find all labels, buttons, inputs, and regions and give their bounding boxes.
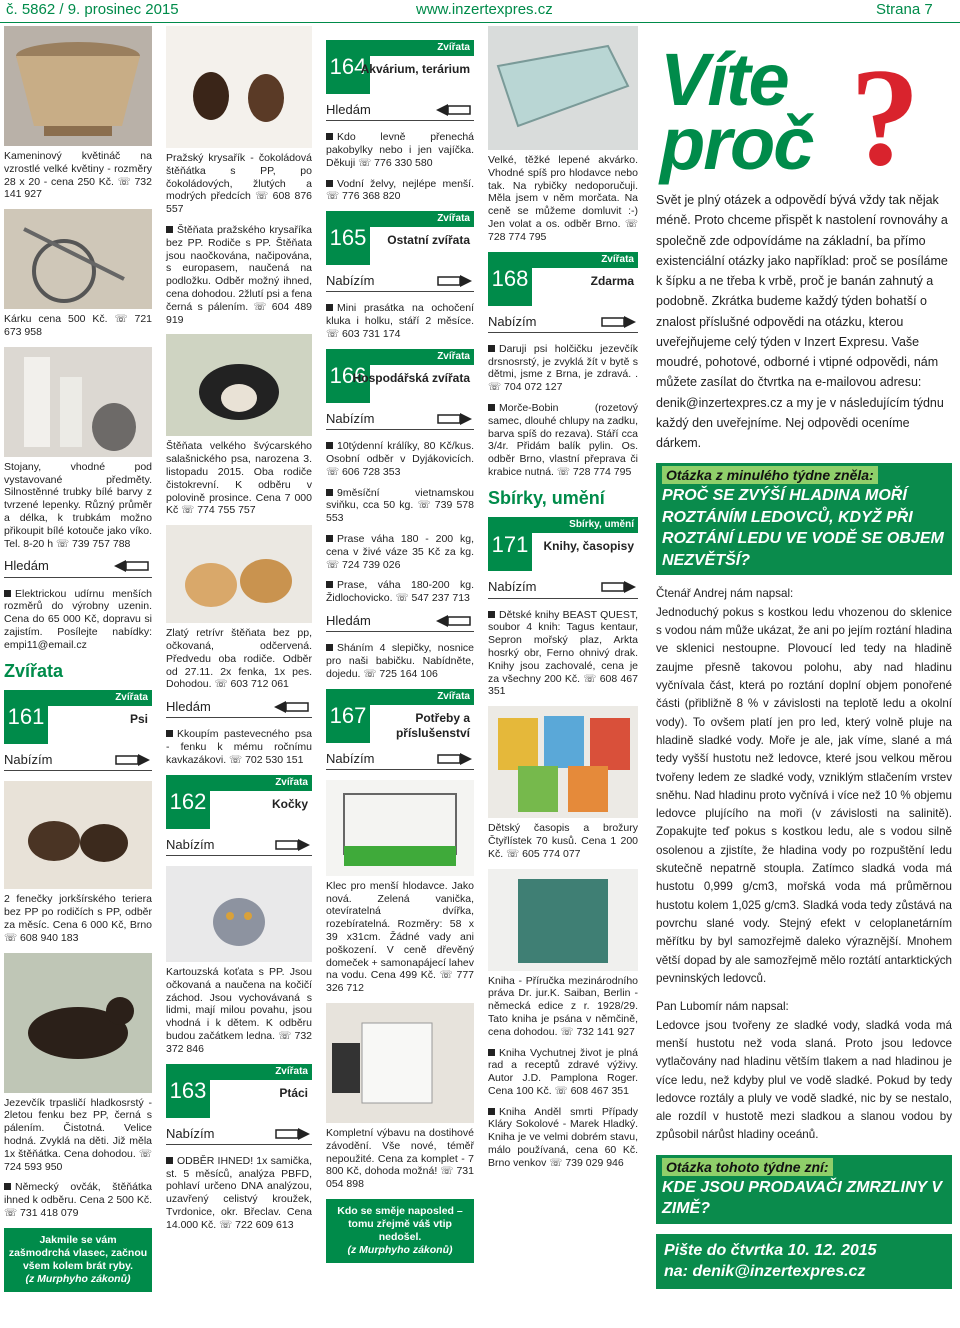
section-label: Hledám xyxy=(4,558,49,574)
question-mark-icon: ? xyxy=(850,40,920,195)
issue-number: č. 5862 / 9. prosinec 2015 xyxy=(6,1,179,18)
arrow-right-icon xyxy=(434,412,474,426)
section-nabizim xyxy=(488,314,638,333)
murphy-note xyxy=(326,1199,474,1264)
category-title: Kočky xyxy=(271,796,308,811)
ad-rabbits: 10týdenní králíky, 80 Kč/kus. Osobní odběr v Dyjákovicích. ☏ 606 728 353 xyxy=(326,440,474,478)
ad-pig2: Prase, váha 180-200 kg. Židlochovicko. ☏ 547 237 713 xyxy=(326,579,474,605)
category-166 xyxy=(326,349,474,403)
category-title: Hospodářská zvířata xyxy=(352,370,470,385)
category-tag: Zvířata xyxy=(370,349,474,365)
ad-turtles: Vodní želvy, nejlépe menší. ☏ 776 368 820 xyxy=(326,177,474,203)
section-label: Hledám xyxy=(326,102,371,117)
column-2 xyxy=(166,26,312,1240)
ad-comics: Dětský časopis a brožury Čtyřlístek 70 kusů. Cena 1 200 Kč. ☏ 605 774 077 xyxy=(488,822,638,860)
photo-swiss-dog xyxy=(166,334,312,436)
section-nabizim xyxy=(326,273,474,292)
ad-stick-insects: Kdo levně přenechá pakobylky nebo i jen vajíčka. Děkuji ☏ 776 330 580 xyxy=(326,131,474,169)
column-3 xyxy=(326,26,474,1263)
contact-email[interactable]: na: denik@inzertexpres.cz xyxy=(664,1263,866,1281)
intro-text: Svět je plný otázek a odpovědí bývá vždy tak nějak méně. Proto chceme přispět k nastolení rovnováhy a společně zde odpovídáme na základní, ba přímo existenciální otázky jako například: proč se posíláme k šípku a ne třeba k vrbě, proč je banán zahnutý a podobně. Zkrátka budeme každý týden bohatší o znalost příslušné odpovědi na otázku, kterou uveřejňujeme celý týden v Inzert Expresu. Vaše moudré, pohotové, odborné i vtipné odpovědi, nám můžete zasílat do čtvrtka na e-mailovou adresu: denik@inzertexpres.cz a my je v následujícím týdnu každý den uveřejníme. Nej odpovědi oceníme dárkem. xyxy=(656,193,948,450)
category-168 xyxy=(488,252,638,306)
title-line-1: Víte xyxy=(660,38,788,121)
ad-law-book: Kniha - Příručka mezinárodního práva Dr. jur.K. Saiban, Berlin - německá edice z r. 1928/29. Tato kniha je psána v němčině, cena dohodou. ☏ 732 141 927 xyxy=(488,974,638,1038)
section-nabizim xyxy=(326,751,474,770)
section-sbirky: Sbírky, umění xyxy=(488,487,605,508)
current-question: KDE JSOU PRODAVAČI ZMRZLINY V ZIMĚ? xyxy=(662,1178,943,1218)
ad-aquarium: Velké, těžké lepené akvárko. Vhodné spíš pro hlodavce nebo tak. Na rybičky nedoporučuji. Měla jsem v něm morčata. Na ceně se můžeme domluvit :-) Jen volat a os. odběr Brno. ☏ 728 774 795 xyxy=(488,154,638,243)
ad-pig1: Prase váha 180 - 200 kg, cena v živé váze 35 Kč za kg. ☏ 724 739 026 xyxy=(326,532,474,571)
category-tag: Zvířata xyxy=(532,252,638,268)
answer-2: Ledovce jsou tvořeny ze sladké vody, sladká voda má menší hustotu než voda slaná. Proto jsou ledovce vytlačovány nad hladinu větším tlakem a nad hladinou je více ledu, než kdyby plul ve vodě sladké. Pokud by tedy ledovce roztály a pluly ve vodě sladké, nic by se nestalo, ale rozdíl v hustotě mezi sladkou a slanou vodou by způsobil nárůst hladiny oceánů. xyxy=(656,1018,952,1142)
section-nabizim xyxy=(166,837,312,856)
ad-free-dog: Daruji psi holčičku jezevčík drsnosrstý, je zvyklá žít v bytě s dětmi, jsme z Brna, je zdravá. . ☏ 704 072 127 xyxy=(488,342,638,394)
deadline-banner xyxy=(656,1234,952,1289)
category-tag: Zvířata xyxy=(370,689,474,705)
category-number: 167 xyxy=(326,689,370,743)
photo-dachshund xyxy=(4,953,152,1093)
arrow-right-icon xyxy=(272,1127,312,1141)
note-source: (z Murphyho zákonů) xyxy=(347,1244,453,1257)
category-number: 164 xyxy=(326,40,370,94)
column-5 xyxy=(656,190,952,1299)
section-hledam xyxy=(326,613,474,632)
page-header xyxy=(0,0,960,22)
photo-stands xyxy=(4,347,152,457)
arrow-left-icon xyxy=(272,700,312,714)
ad-ratter2: Štěňata pražského krysaříka bez PP. Rodiče s PP. Štěňata jsou naočkována, načipována, s europasem, naučená na podložku. Odběr možný ihned, cena dohodou. 2žlutí psi a fena černá s pálením. ☏ 604 489 919 xyxy=(166,223,312,326)
ad-cart: Kárku cena 500 Kč. ☏ 721 673 958 xyxy=(4,313,152,338)
section-hledam xyxy=(4,558,152,577)
answer-1-author: Čtenář Andrej nám napsal: xyxy=(656,587,794,601)
previous-question: PROČ SE ZVÝŠÍ HLADINA MOŘÍ ROZTÁNÍM LEDOVCŮ, KDYŽ PŘI ROZTÁNÍ LEDU VE VODĚ SE OBJEM NEZVĚTŠÍ? xyxy=(662,487,944,569)
category-167 xyxy=(326,689,474,743)
ad-ratter1: Pražský krysařík - čokoládová štěňátka s PP, po čokoládových, žlutých a modrých předcích ☏ 608 876 557 xyxy=(166,152,312,216)
previous-question-banner xyxy=(656,463,952,575)
category-title: Ptáci xyxy=(279,1085,308,1100)
ad-dachshund: Jezevčík trpasličí hladkosrstý - 2letou fenku bez PP, černá s pálením. Čistotná. Velice hodná. Zvyklá na děti. Již měla 1x štěňátka. Cena dohodou. ☏ 724 593 950 xyxy=(4,1096,152,1173)
section-label: Nabízím xyxy=(166,1125,215,1141)
category-161 xyxy=(4,690,152,744)
photo-cat xyxy=(166,866,312,962)
section-label: Nabízím xyxy=(4,752,53,768)
category-tag: Zvířata xyxy=(370,40,474,56)
murphy-note xyxy=(4,1228,152,1293)
category-tag: Zvířata xyxy=(370,211,474,227)
section-label: Nabízím xyxy=(166,836,215,852)
category-title: Ostatní zvířata xyxy=(387,233,470,248)
ad-novel: Kniha Anděl smrti Případy Kláry Sokolové - Marek Hladký. Kniha je ve velmi dobrém stavu, málo používaná, cena 60 Kč. Brno venkov ☏ 739 029 946 xyxy=(488,1105,638,1169)
note-text: Jakmile se vám zašmodrchá vlasec, začnou všem kolem brát ryby. xyxy=(8,1233,148,1272)
vite-proc-title xyxy=(660,38,813,185)
header-rule xyxy=(0,22,960,23)
photo-ratter xyxy=(166,26,312,148)
column-1 xyxy=(4,26,152,1292)
ad-retriever: Zlatý retrívr štěňata bez pp, očkovaná, odčervená. Předvedu oba rodiče. Odběr od 27.11. 2x fenka, 1x pes. Dohodou. ☏ 603 712 061 xyxy=(166,627,312,691)
category-number: 168 xyxy=(488,252,532,306)
category-tag: Zvířata xyxy=(48,690,152,706)
page-number: Strana 7 xyxy=(876,1,933,18)
category-number: 162 xyxy=(166,775,210,829)
deadline-text: Pište do čtvrtka 10. 12. 2015 xyxy=(664,1241,877,1259)
column-4 xyxy=(488,26,638,1178)
category-tag: Zvířata xyxy=(210,1064,312,1080)
section-nabizim xyxy=(4,752,152,771)
ad-smoker: Elektrickou udírnu menších rozměrů do výrobny uzenin. Cena do 65 000 Kč, dopravu si zajistím. Posílejte nabídky: empi11@email.cz xyxy=(4,587,152,651)
arrow-left-icon xyxy=(434,614,474,628)
ad-cage: Klec pro menší hlodavce. Jako nová. Zelená vanička, otevíratelná dvířka, rozebíratelná. Rozměry: 58 x 39 x31cm. Žádné vady ani poškození. V ceně dřevěný domeček + samonapájecí lahev na vodu. Cena 499 Kč. ☏ 777 326 712 xyxy=(326,879,474,995)
photo-racing-gear xyxy=(326,1003,474,1123)
current-question-label: Otázka tohoto týdne zní: xyxy=(662,1158,833,1176)
photo-cart xyxy=(4,209,152,309)
note-text: Kdo se směje naposled – tomu zřejmě váš vtip nedošel. xyxy=(337,1204,463,1244)
arrow-right-icon xyxy=(434,274,474,288)
category-title: Akvárium, terárium xyxy=(360,62,470,76)
photo-aquarium xyxy=(488,26,638,150)
section-label: Nabízím xyxy=(326,410,375,426)
ad-stands: Stojany, vhodné pod vystavované předměty. Silnostěnné trubky bílé barvy z tvrzené lepenky. Různý průměr a délka, k trubkám možno přikoupit bílé kotouče jako víko. Tel. 8-20 h ☏ 739 757 788 xyxy=(4,460,152,550)
section-label: Nabízím xyxy=(326,750,375,766)
category-number: 165 xyxy=(326,211,370,265)
arrow-right-icon xyxy=(272,838,312,852)
category-number: 163 xyxy=(166,1064,210,1118)
photo-flowerpot xyxy=(4,26,152,146)
category-171 xyxy=(488,517,638,571)
section-label: Nabízím xyxy=(488,579,537,595)
section-nabizim xyxy=(326,411,474,430)
section-label: Nabízím xyxy=(488,313,537,329)
section-nabizim xyxy=(166,1126,312,1145)
section-label: Hledám xyxy=(326,612,371,628)
photo-comics xyxy=(488,706,638,818)
section-label: Hledám xyxy=(166,699,211,715)
category-163 xyxy=(166,1064,312,1118)
ad-racing-gear: Kompletní výbavu na dostihové závodění. Vše nové, téměř nepoužité. Cena za komplet - 7 800 Kč, dohoda možná! ☏ 731 054 898 xyxy=(326,1126,474,1191)
photo-retriever xyxy=(166,525,312,623)
ad-shepherd: Německý ovčák, štěňátka ihned k odběru. Cena 2 500 Kč. ☏ 731 418 079 xyxy=(4,1181,152,1219)
ad-guinea-pig: Morče-Bobin (rozetový samec, dlouhé chlupy na zadku, barva spíš do rezava). Stáří cca 3/4r. Přidám balík pylin. Os. odběr Brno, vlastní přeprava či krabice nutná. ☏ 728 774 795 xyxy=(488,402,639,478)
photo-yorkie xyxy=(4,781,152,889)
category-number: 171 xyxy=(488,517,532,571)
note-source: (z Murphyho zákonů) xyxy=(25,1273,131,1286)
ad-shepherd-wanted: Kkoupím pastevecného psa - fenku k mému ročnímu kavkazákovi. ☏ 702 530 151 xyxy=(166,728,312,766)
ad-pot-belly: 9měsíční vietnamskou sviňku, cca 50 kg. ☏ 739 578 553 xyxy=(326,486,474,525)
category-title: Psi xyxy=(129,712,148,727)
category-tag: Sbírky, umění xyxy=(532,517,638,533)
arrow-right-icon xyxy=(112,753,152,767)
ad-hens: Sháním 4 slepičky, nosnice pro naši babičku. Nabídněte, dojedu. ☏ 725 164 106 xyxy=(326,642,474,680)
section-nabizim xyxy=(488,579,638,598)
category-162 xyxy=(166,775,312,829)
photo-law-book xyxy=(488,869,638,971)
section-hledam xyxy=(166,699,312,718)
ad-swiss-dog: Štěňata velkého švýcarského salašnického psa, narozena 3. listopadu 2015. Oba rodiče čistokrevní. K odběru v polovině prosince. Cena 7 000 Kč ☏ 774 755 757 xyxy=(166,440,312,517)
category-number: 166 xyxy=(326,349,370,403)
ad-cat: Kartouzská koťata s PP. Jsou očkovaná a naučena na kočičí záchod. Jsou vychovávaná s lidmi, mají milou povahu, jsou vhodná i k dětem. K odběru budou začátkem ledna. ☏ 732 372 846 xyxy=(166,966,312,1055)
ad-recipe-book: Kniha Vychutnej život je plná rad a receptů zdravé výživy. Autor J.D. Pamplona Roger. Cena 100 Kč. ☏ 608 467 351 xyxy=(488,1046,638,1097)
category-title: Knihy, časopisy xyxy=(543,539,634,554)
site-url[interactable]: www.inzertexpres.cz xyxy=(416,1,553,18)
category-number: 161 xyxy=(4,690,48,744)
section-zvirata: Zvířata xyxy=(4,660,64,681)
photo-cage xyxy=(326,780,474,876)
ad-yorkie: 2 fenečky jorkšírského teriera bez PP po rodičích s PP, odběr za měsíc. Cena 6 000 Kč, Brno ☏ 608 940 183 xyxy=(4,893,152,944)
arrow-right-icon xyxy=(434,752,474,766)
arrow-right-icon xyxy=(598,580,638,594)
section-label: Nabízím xyxy=(326,273,375,289)
ad-minipigs: Mini prasátka na ochočení kluka i holku, stáří 2 měsíce. ☏ 603 731 174 xyxy=(326,302,474,341)
title-line-2: proč xyxy=(660,101,813,185)
arrow-left-icon xyxy=(434,103,474,117)
current-question-banner xyxy=(656,1155,952,1224)
answer-1: Jednoduchý pokus s kostkou ledu vhozenou do sklenice s vodou nám může ukázat, že ani po jejím roztání hladina ve sklenici nestoupne. Plovoucí led tedy na hladině zaujme přesně takovou polohu, aby nad hladinu vyčnívala část, která po roztání doplní objem ponořené části (přibližně 8 % v závislosti na teplotě ledu a okolní vody). To ovšem platí jen pro led, který volně pluje na hladině sladké vody. Moře je ale, jak víme, slané a má tedy vyšší hustotu než ledovce, které jsou velkou měrou tvořeny ledem ze sladké vody, vzniklým stlačením vrstev sněhu. Nad hladinu proto vyčnívá i více než 10 % objemu ledovce plujícího na moři (v závislosti na salinitě). Zopakujte teď pokus s kostkou ledu, ale s vodou silně osolenou a zjistíte, že hladina vody po rozpuštění ledu skutečně nepatrně stoupla. Zatímco sladká voda má hustotu 0,999 g/cm3, mořská voda má průměrnou hustotu kolem 1,025 g/cm3. Sladká voda tedy zůstává na povrchu slané vody. Stejný efekt v celoplanetárním měřítku by byl samozřejmě daleko výraznější. Mnohem větší dopad by ale samozřejmě mělo roztátí antarktických pevninských ledovců. xyxy=(656,605,952,985)
category-164 xyxy=(326,40,474,94)
category-title: Zdarma xyxy=(590,273,634,288)
category-tag: Zvířata xyxy=(210,775,312,791)
arrow-left-icon xyxy=(112,559,152,573)
answer-2-author: Pan Lubomír nám napsal: xyxy=(656,1000,789,1014)
previous-question-label: Otázka z minulého týdne zněla: xyxy=(662,466,878,484)
ad-beast-quest: Dětské knihy BEAST QUEST, soubor 4 knih: Tagus kentaur, Sepron mořský plaz, Arkta hosrký obr, Ferno ohnivý drak. Knihy jsou zachovalé, cena je za všechny 200 Kč. ☏ 608 467 351 xyxy=(488,608,638,698)
category-title: Potřeby a příslušenství xyxy=(395,710,470,740)
arrow-right-icon xyxy=(598,315,638,329)
ad-bird: ODBĚR IHNED! 1x samička, st. 5 měsíců, analýza PBFD, pohlaví určeno DNA analýzou, uzavřený celistvý kroužek, Tvrdonice, okr. Břeclav. Cena 14.000 Kč. ☏ 722 609 613 xyxy=(166,1154,312,1231)
ad-flowerpot: Kameninový květináč na vzrostlé velké květiny - rozměry 28 x 20 - cena 250 Kč. ☏ 732 141 927 xyxy=(4,150,152,201)
section-hledam xyxy=(326,102,474,121)
category-165 xyxy=(326,211,474,265)
